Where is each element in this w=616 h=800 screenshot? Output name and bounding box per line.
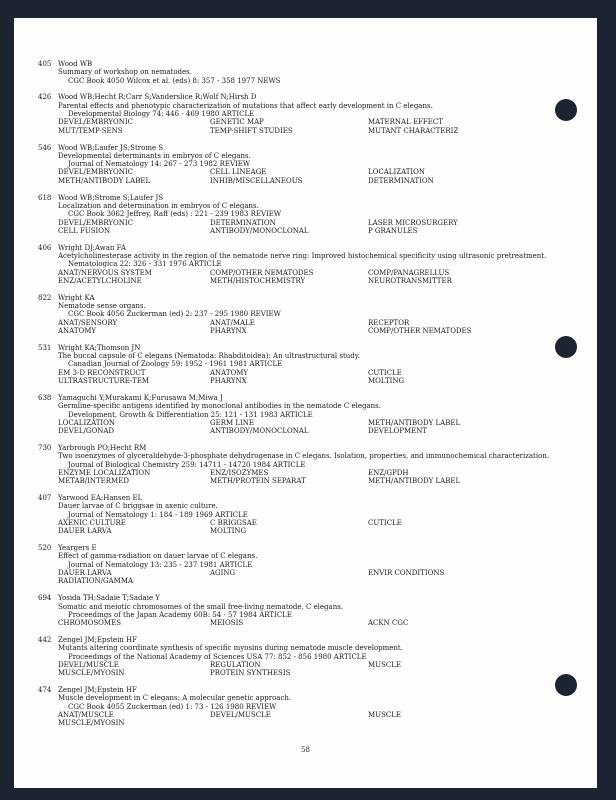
keyword: MEIOSIS [210,619,244,628]
keyword: DAUER LARVA [58,569,112,578]
keyword: MUSCLE [368,660,401,669]
entry-source: Journal of Nematology 13: 235 - 237 1981 ARTICLE [68,560,253,569]
keyword: DAUER LARVA [58,527,112,536]
entry-keywords [38,219,558,236]
keyword: EM 3-D RECONSTRUCT [58,368,146,377]
entry-title: Two isoenzymes of glyceraldehyde-3-phosphate dehydrogenase in C elegans. Isolation, properties, and immunochemical characterization. [58,452,550,461]
bibliography-entry [38,686,558,727]
keyword: METH/HISTOCHEMISTRY [210,276,306,285]
keyword: ENZ/ISOZYMES [210,468,269,477]
bibliography-entry [38,444,558,485]
keyword: GERM LINE [210,418,255,427]
keyword: GENETIC MAP [210,118,264,127]
keyword: DEVEL/EMBRYONIC [58,218,133,227]
keyword: CELL LINEAGE [210,168,267,177]
keyword: PROTEIN SYNTHESIS [210,669,291,678]
entry-title: The buccal capsule of C elegans (Nematoda: Rhabditoidea): An ultrastructural study. [58,352,361,361]
entry-number: 474 [38,686,52,695]
entry-source: Nematologica 22: 326 - 331 1976 ARTICLE [68,260,222,269]
entry-title: Localization and determination in embryos of C elegans. [58,201,259,210]
entry-keywords [38,569,558,586]
entry-title: Germline-specific antigens identified by monoclonal antibodies in the nematode C elegans. [58,402,381,411]
entry-authors: Wood WB;Hecht R;Carr S;Vanderslice R;Wolf N;Hirsh D [58,93,257,102]
entry-title: Effect of gamma-radiation on dauer larvae of C elegans. [58,552,258,561]
document-page [14,18,597,788]
keyword: ANAT/NERVOUS SYSTEM [58,268,152,277]
entry-title: Nematode sense organs. [58,302,146,311]
entry-keywords [38,711,558,728]
entry-number: 426 [38,93,52,102]
keyword: COMP/PANAGRELLUS [368,268,450,277]
keyword: LOCALIZATION [58,418,116,427]
bibliography-entry [38,60,558,85]
keyword: DETERMINATION [210,218,276,227]
keyword: ULTRASTRUCTURE-TEM [58,377,150,386]
keyword: ENZYME LOCALIZATION [58,468,151,477]
entry-authors: Wright DJ;Awan FA [58,243,126,252]
keyword: MUSCLE/MYOSIN [58,719,125,728]
entry-authors: Wright KA;Thomson JN [58,343,141,352]
binder-hole [555,674,577,696]
keyword: MUTANT CHARACTERIZ [368,126,459,135]
keyword: DEVEL/MUSCLE [210,711,271,720]
entry-source: Developmental Biology 74: 446 - 469 1980 ARTICLE [68,110,255,119]
keyword: METH/ANTIBODY LABEL [368,418,461,427]
entry-source: Journal of Nematology 14: 267 - 273 1982 REVIEW [68,160,251,169]
keyword: TEMP-SHIFT STUDIES [210,126,293,135]
keyword: CUTICLE [368,368,402,377]
keyword: REGULATION [210,660,261,669]
keyword [210,577,368,585]
entry-number: 638 [38,393,52,402]
keyword: DEVEL/GONAD [58,427,115,436]
entry-number: 520 [38,544,52,553]
entry-source: CGC Book 4055 Zuckerman (ed) 1: 73 - 126 1980 REVIEW [68,702,277,711]
keyword: DETERMINATION [368,176,434,185]
keyword: INHIB/MISCELLANEOUS [210,176,303,185]
entry-authors: Wright KA [58,293,95,302]
keyword: COMP/OTHER NEMATODES [210,268,314,277]
keyword: CELL FUSION [58,226,111,235]
bibliography-list [38,60,558,736]
entry-keywords [38,319,558,336]
keyword [368,577,518,585]
keyword: AGING [210,569,236,578]
entry-authors: Wood WB;Laufer JS;Strome S [58,143,164,152]
bibliography-entry [38,594,558,627]
page-number: 58 [301,746,310,754]
keyword: MUSCLE [368,711,401,720]
keyword: ANAT/SENSORY [58,318,118,327]
keyword [210,719,368,727]
keyword: DEVELOPMENT [368,427,428,436]
keyword: ANAT/MUSCLE [58,711,114,720]
bibliography-entry [38,144,558,185]
keyword: MUSCLE/MYOSIN [58,669,125,678]
entry-number: 406 [38,243,52,252]
keyword: METH/ANTIBODY LABEL [58,176,151,185]
keyword: METH/ANTIBODY LABEL [368,477,461,486]
keyword: P GRANULES [368,226,418,235]
entry-authors: Zengel JM;Epstein HF [58,636,138,645]
entry-keywords [38,469,558,486]
entry-source: CGC Book 3062 Jeffrey, Raff (eds) : 221 - 239 1983 REVIEW [68,210,282,219]
entry-number: 618 [38,193,52,202]
keyword: COMP/OTHER NEMATODES [368,326,472,335]
keyword: ANAT/MALE [210,318,255,327]
entry-authors: Zengel JM;Epstein HF [58,686,138,695]
entry-authors: Yeargers E [58,544,97,553]
keyword: RECEPTOR [368,318,410,327]
keyword: LASER MICROSURGERY [368,218,458,227]
entry-source: Journal of Nematology 1: 184 - 189 1969 ARTICLE [68,510,248,519]
entry-source: CGC Book 4050 Wilcox et al. (eds) 8: 357 - 358 1977 NEWS [68,76,281,85]
entry-keywords [38,369,558,386]
entry-number: 546 [38,143,52,152]
entry-number: 405 [38,60,52,68]
entry-keywords [38,661,558,678]
entry-source: Proceedings of the National Academy of Sciences USA 77: 852 - 856 1980 ARTICLE [68,652,367,661]
keyword [368,669,518,677]
entry-source: Canadian Journal of Zoology 59: 1952 - 1961 1981 ARTICLE [68,360,283,369]
bibliography-entry [38,494,558,535]
bibliography-entry [38,294,558,335]
keyword: METAB/INTERMED [58,477,129,486]
keyword: C BRIGGSAE [210,519,257,527]
entry-keywords [38,269,558,286]
keyword: MATERNAL EFFECT [368,118,443,127]
keyword: ACKN CGC [368,619,409,628]
keyword [368,527,518,535]
entry-title: Developmental determinants in embryos of C elegans. [58,151,251,160]
bibliography-entry [38,544,558,585]
entry-title: Summary of workshop on nematodes. [58,68,193,77]
keyword: MUT/TEMP-SENS [58,126,123,135]
keyword: RADIATION/GAMMA [58,577,134,586]
binder-hole [555,336,577,358]
keyword: DEVEL/MUSCLE [58,660,119,669]
entry-authors: Wood WB;Strome S;Laufer JS [58,193,164,202]
keyword: PHARYNX [210,326,247,335]
keyword: ANTIBODY/MONOCLONAL [210,427,309,436]
entry-authors: Yarwood EA;Hansen EL [58,494,143,503]
entry-source: Development, Growth & Differentiation 25: 121 - 131 1983 ARTICLE [68,410,313,419]
bibliography-entry [38,244,558,285]
entry-source: Proceedings of the Japan Academy 60B: 54 - 57 1984 ARTICLE [68,610,292,619]
entry-title: Parental effects and phenotypic characterization of mutations that affect early development in C elegans. [58,101,433,110]
entry-number: 407 [38,494,52,503]
keyword: LOCALIZATION [368,168,426,177]
bibliography-entry [38,636,558,677]
keyword: AXENIC CULTURE [58,519,126,527]
bibliography-entry [38,344,558,385]
entry-source: CGC Book 4056 Zuckerman (ed) 2: 237 - 295 1980 REVIEW [68,310,281,319]
keyword: ANTIBODY/MONOCLONAL [210,226,309,235]
keyword: METH/PROTEIN SEPARAT [210,477,306,486]
keyword: ENZ/ACETYLCHOLINE [58,276,142,285]
bibliography-entry [38,394,558,435]
keyword: ANATOMY [210,368,249,377]
entry-keywords [38,519,558,536]
binder-hole [555,99,577,121]
entry-source: Journal of Biological Chemistry 259: 14711 - 14720 1984 ARTICLE [68,460,306,469]
keyword: MOLTING [368,377,405,386]
entry-title: Muscle development in C elegans: A molecular genetic approach. [58,694,292,703]
entry-keywords [38,118,558,135]
entry-title: Dauer larvae of C briggsae in axenic culture. [58,502,218,511]
keyword: ENZ/GPDH [368,468,409,477]
keyword: DEVEL/EMBRYONIC [58,168,133,177]
entry-number: 694 [38,594,52,603]
keyword: DEVEL/EMBRYONIC [58,118,133,127]
keyword: CHROMOSOMES [58,619,121,628]
entry-title: Somatic and meiotic chromosomes of the small free-living nematode, C elegans. [58,602,344,611]
keyword: ENVIR CONDITIONS [368,569,445,578]
entry-title: Acetylcholinesterase activity in the region of the nematode nerve ring: Improved histochemical specificity using ultrasonic pretreatment. [58,252,547,261]
entry-authors: Yamaguchi Y;Murakami K;Furusawa M;Miwa J [58,393,223,402]
entry-title: Mutants altering coordinate synthesis of specific myosins during nematode muscle development. [58,644,403,653]
keyword [368,719,518,727]
entry-keywords [38,619,558,627]
keyword: MOLTING [210,527,247,536]
keyword: CUTICLE [368,519,402,527]
entry-authors: Wood WB [58,60,93,68]
bibliography-entry [38,194,558,235]
entry-number: 531 [38,343,52,352]
keyword: ANATOMY [58,326,97,335]
entry-keywords [38,168,558,185]
entry-authors: Yosida TH;Sadaie T;Sadaie Y [58,594,160,603]
entry-number: 730 [38,444,52,453]
keyword: PHARYNX [210,377,247,386]
entry-authors: Yarbrough PO;Hecht RM [58,444,147,453]
entry-number: 822 [38,293,52,302]
entry-number: 442 [38,636,52,645]
keyword: NEUROTRANSMITTER [368,276,452,285]
bibliography-entry [38,93,558,134]
entry-keywords [38,419,558,436]
